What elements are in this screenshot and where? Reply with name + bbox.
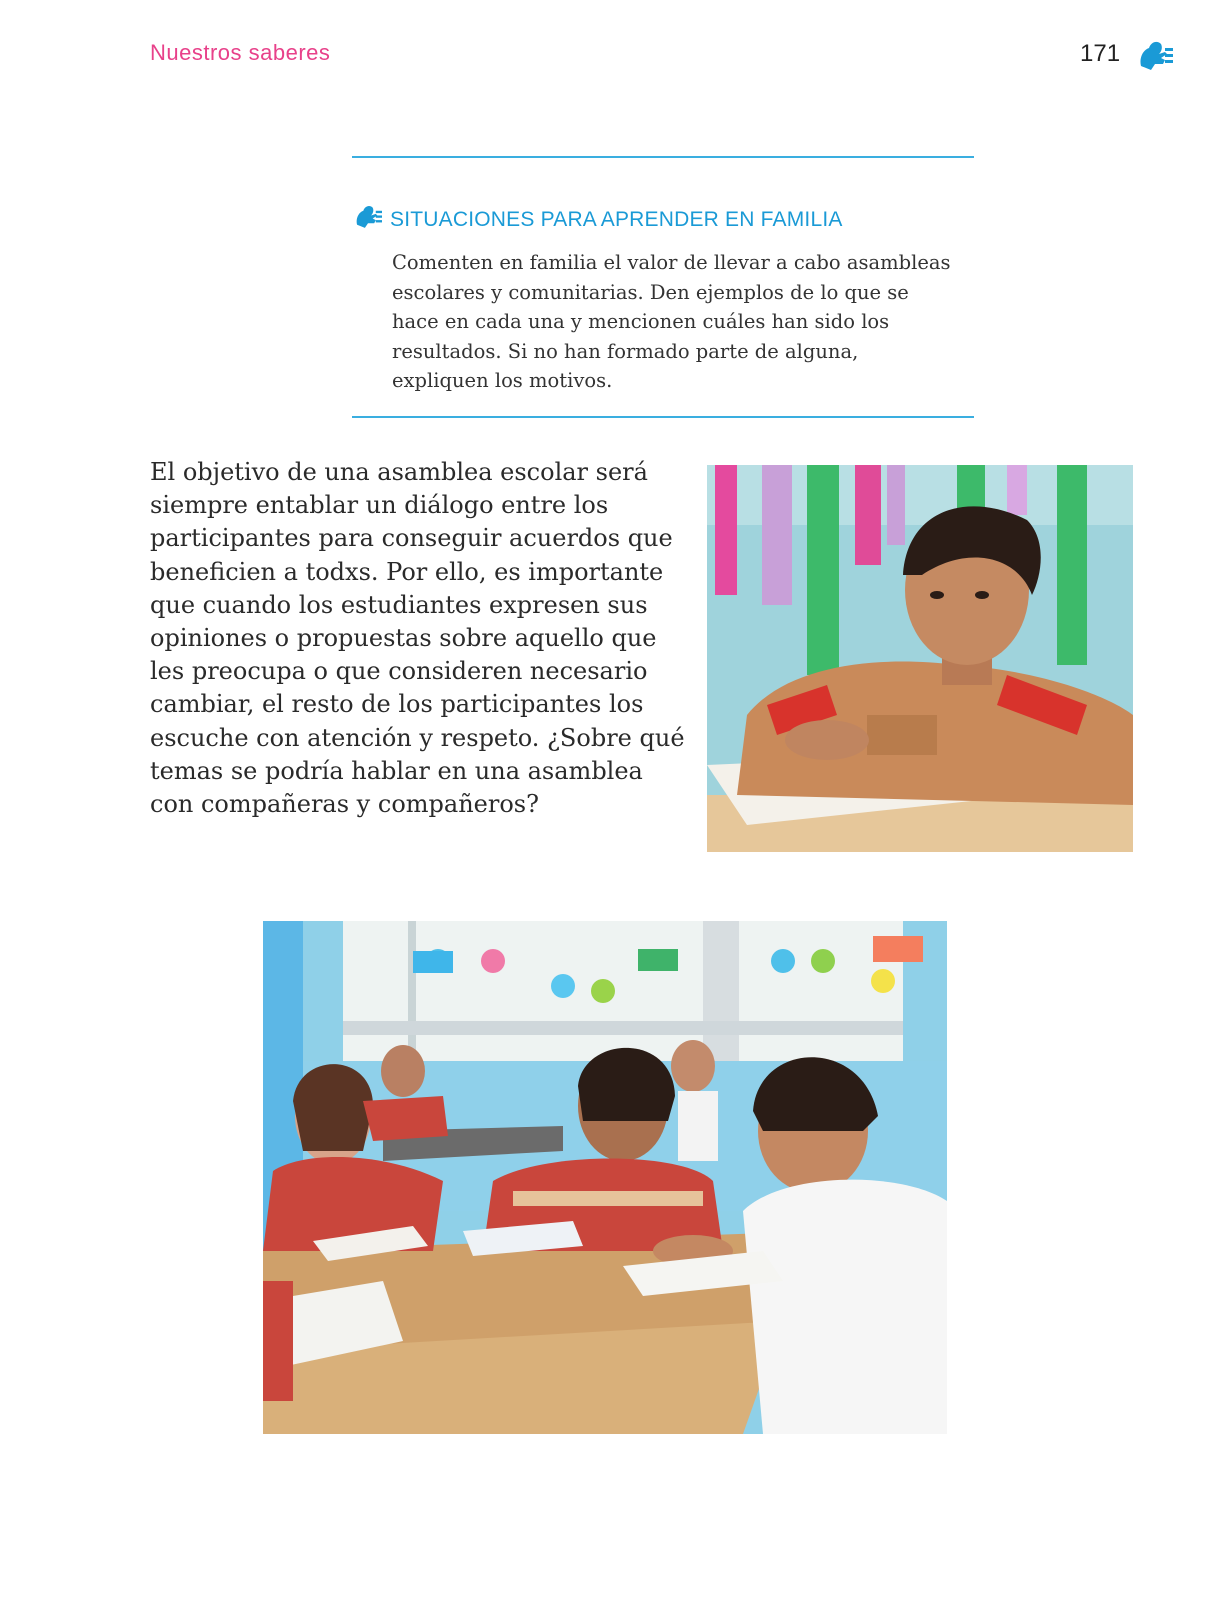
classroom-photo: [263, 921, 947, 1434]
box-top-rule: [352, 156, 974, 158]
page-number: 171: [1080, 40, 1121, 67]
box-bottom-rule: [352, 416, 974, 418]
student-listening-photo: [707, 465, 1133, 852]
family-box-title: SITUACIONES PARA APRENDER EN FAMILIA: [390, 208, 843, 231]
hand-logo-icon: [1135, 38, 1175, 74]
hand-logo-icon: [352, 203, 384, 231]
family-box-body: Comenten en familia el valor de llevar a cabo asambleas escolares y comunitarias. Den ejemplos de lo que se hace en cada una y mencionen cuáles han sido los resultados. Si no han formado parte de alguna, expliquen los motivos.: [392, 251, 951, 392]
main-paragraph: El objetivo de una asamblea escolar será siempre entablar un diálogo entre los participantes para conseguir acuerdos que beneficien a todxs. Por ello, es importante que cuando los estudiantes expresen sus opiniones o propuestas sobre aquello que les preocupa o que consideren necesario cambiar, el resto de los participantes los escuche con atención y respeto. ¿Sobre qué temas se podría hablar en una asamblea con compañeras y compañeros?: [150, 458, 685, 819]
section-title: Nuestros saberes: [150, 40, 331, 65]
